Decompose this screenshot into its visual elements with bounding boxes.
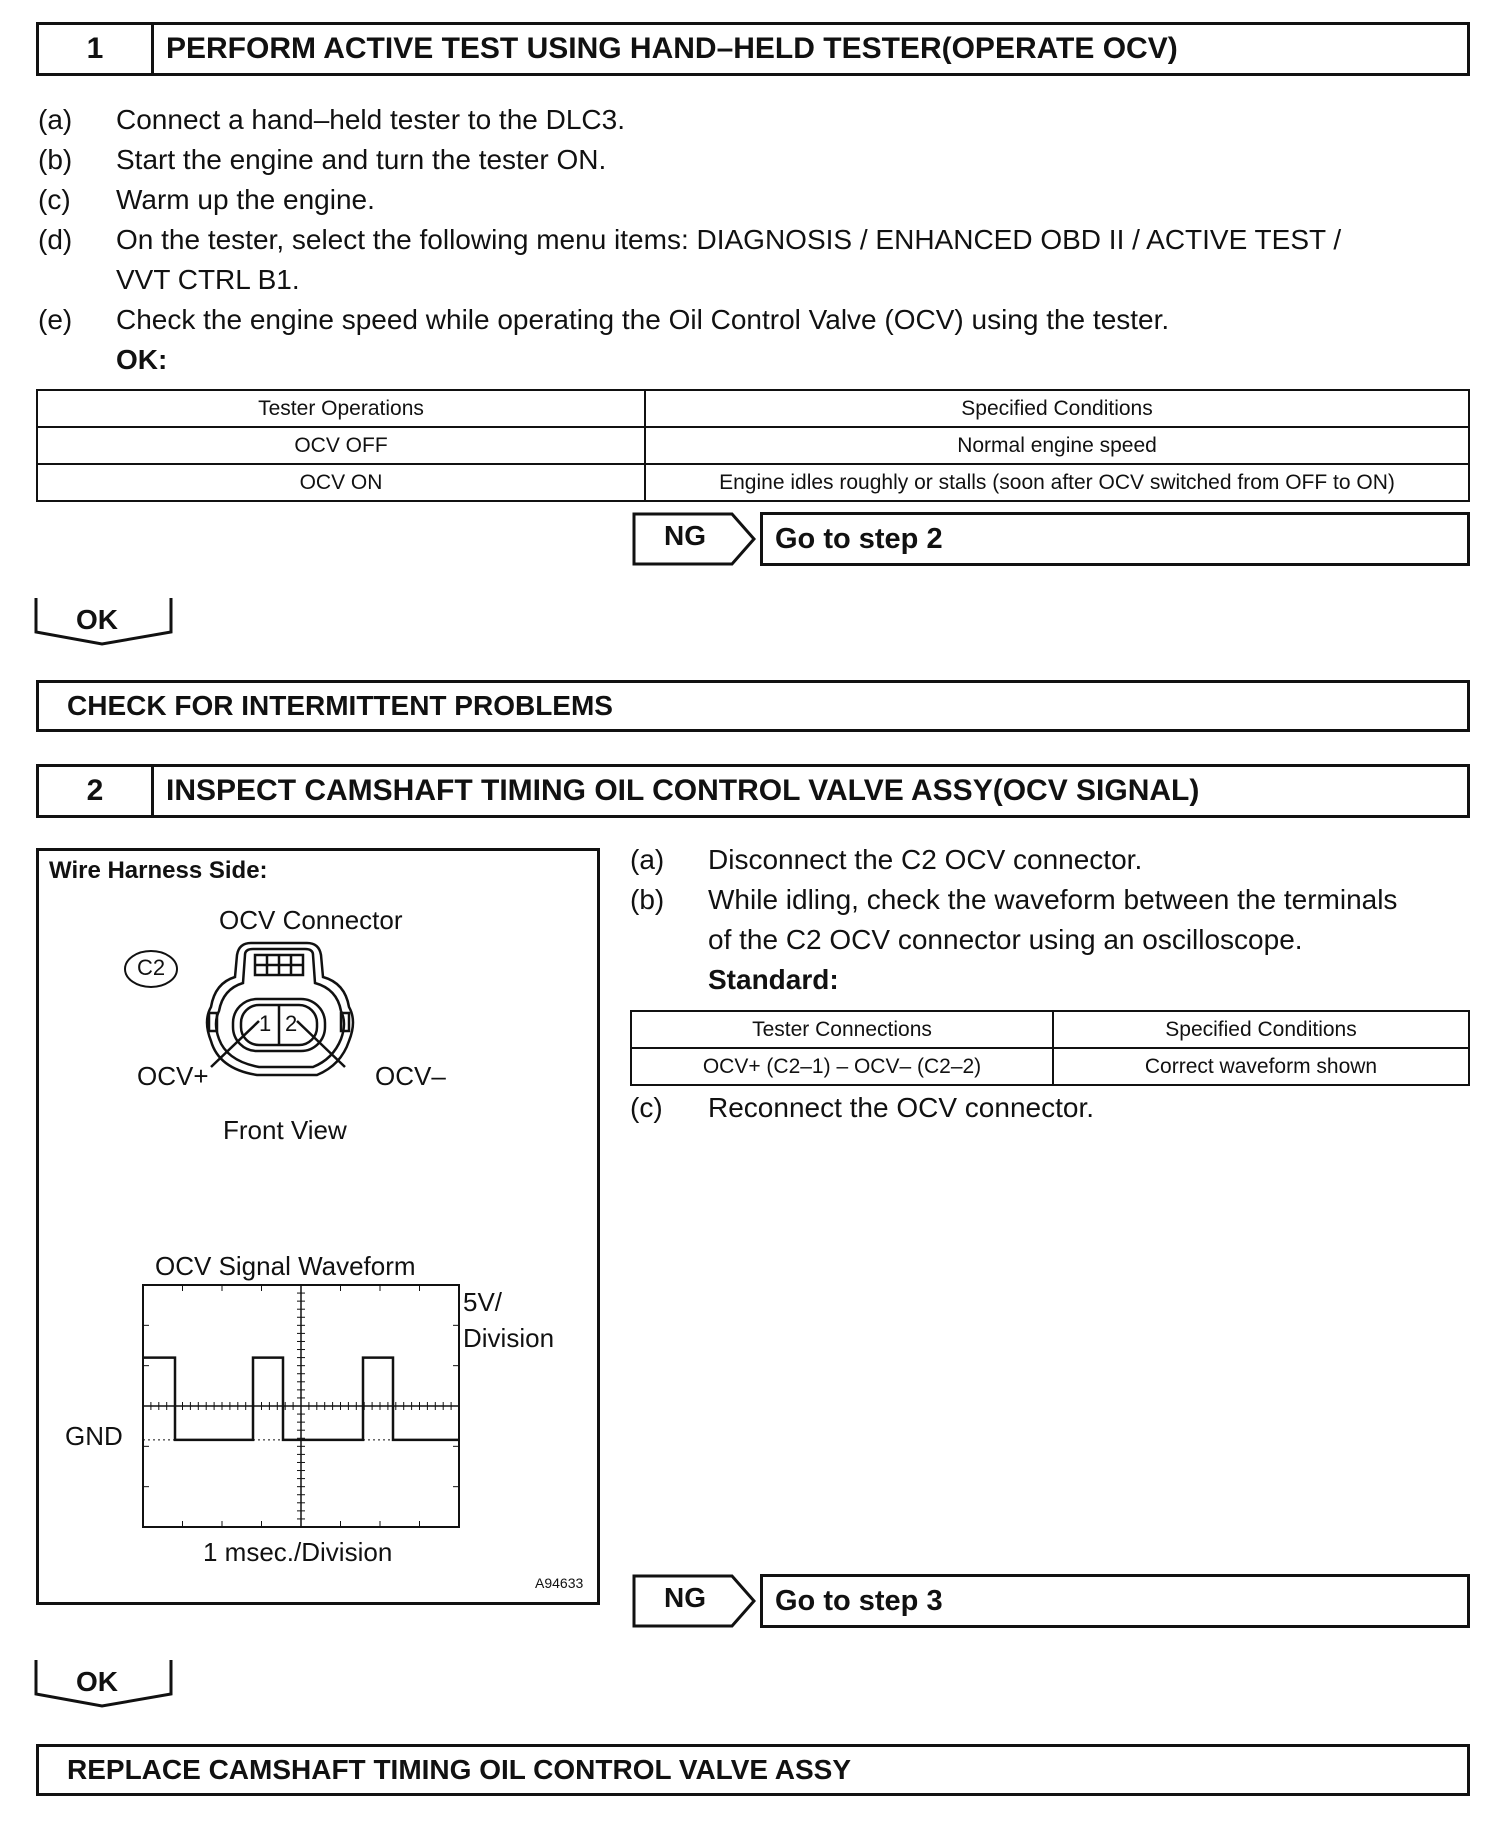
step2-ng-label: NG: [664, 1582, 706, 1613]
step1-header: [36, 22, 1470, 76]
step2-ok-result: OK: [76, 1666, 118, 1697]
item-text-continued: VVT CTRL B1.: [116, 264, 300, 295]
step2-header: [36, 764, 1470, 818]
item-text: Reconnect the OCV connector.: [708, 1092, 1094, 1123]
ocv-minus-label: OCV–: [375, 1061, 446, 1091]
table-row: [37, 464, 1469, 501]
table-header-row: [631, 1011, 1469, 1048]
item-label: (a): [38, 104, 73, 135]
item-label: (e): [38, 304, 73, 335]
waveform-title: OCV Signal Waveform: [155, 1251, 416, 1281]
table-row: [37, 427, 1469, 464]
item-label: (a): [630, 844, 665, 875]
step1-number: 1: [39, 25, 154, 73]
connector-title: OCV Connector: [219, 905, 403, 935]
connector-id-label: C2: [137, 955, 166, 980]
ok-criteria-label: OK:: [116, 344, 168, 375]
item-text: Disconnect the C2 OCV connector.: [708, 844, 1143, 875]
diagram-heading: Wire Harness Side:: [49, 857, 268, 884]
item-text: Warm up the engine.: [116, 184, 375, 215]
item-text: Start the engine and turn the tester ON.: [116, 144, 607, 175]
oscilloscope-waveform: [135, 1283, 465, 1531]
item-label: (b): [630, 884, 665, 915]
ocv-plus-label: OCV+: [137, 1061, 209, 1091]
step2-number: 2: [39, 767, 154, 815]
step2-go-to-step-3[interactable]: Go to step 3: [760, 1574, 1470, 1628]
gnd-label: GND: [65, 1421, 123, 1451]
step1-title: PERFORM ACTIVE TEST USING HAND–HELD TESTER(OPERATE OCV): [166, 32, 1178, 65]
item-text: Connect a hand–held tester to the DLC3.: [116, 104, 626, 135]
item-label: (b): [38, 144, 73, 175]
step1-go-to-step-2[interactable]: Go to step 2: [760, 512, 1470, 566]
volt-division-line1: 5V/: [463, 1287, 503, 1317]
table-row: [631, 1048, 1469, 1085]
item-label: (c): [630, 1092, 663, 1123]
table-cell: Normal engine speed: [645, 427, 1469, 464]
figure-id: A94633: [535, 1575, 584, 1591]
table-cell: Correct waveform shown: [1053, 1048, 1469, 1085]
item-text: On the tester, select the following menu items: DIAGNOSIS / ENHANCED OBD II / ACTIVE TEST /: [116, 224, 1342, 255]
pin-1-label: 1: [259, 1011, 272, 1036]
time-division-label: 1 msec./Division: [203, 1537, 393, 1567]
step1-ok-result: OK: [76, 604, 118, 635]
item-label: (c): [38, 184, 71, 215]
step1-result-box: CHECK FOR INTERMITTENT PROBLEMS: [36, 680, 1470, 732]
table-header-cell: Specified Conditions: [1053, 1011, 1469, 1048]
pin-2-label: 2: [285, 1011, 298, 1036]
table-cell: OCV ON: [37, 464, 645, 501]
item-text: While idling, check the waveform between the terminals: [708, 884, 1398, 915]
standard-label: Standard:: [708, 964, 839, 995]
step2-title: INSPECT CAMSHAFT TIMING OIL CONTROL VALVE ASSY(OCV SIGNAL): [166, 774, 1200, 807]
table-header-row: [37, 390, 1469, 427]
volt-division-line2: Division: [463, 1323, 555, 1353]
step1-ng-label: NG: [664, 520, 706, 551]
table-header-cell: Tester Connections: [631, 1011, 1053, 1048]
item-label: (d): [38, 224, 73, 255]
table-cell: OCV+ (C2–1) – OCV– (C2–2): [631, 1048, 1053, 1085]
table-cell: Engine idles roughly or stalls (soon after OCV switched from OFF to ON): [645, 464, 1469, 501]
step2-spec-table: [630, 1010, 1470, 1086]
front-view-label: Front View: [223, 1115, 347, 1145]
step1-spec-table: [36, 389, 1470, 502]
table-header-cell: Tester Operations: [37, 390, 645, 427]
step2-result-box: REPLACE CAMSHAFT TIMING OIL CONTROL VALVE ASSY: [36, 1744, 1470, 1796]
table-cell: OCV OFF: [37, 427, 645, 464]
connector-diagram: [36, 848, 600, 1605]
item-text: Check the engine speed while operating the Oil Control Valve (OCV) using the tester.: [116, 304, 1170, 335]
item-text-continued: of the C2 OCV connector using an oscilloscope.: [708, 924, 1303, 955]
table-header-cell: Specified Conditions: [645, 390, 1469, 427]
